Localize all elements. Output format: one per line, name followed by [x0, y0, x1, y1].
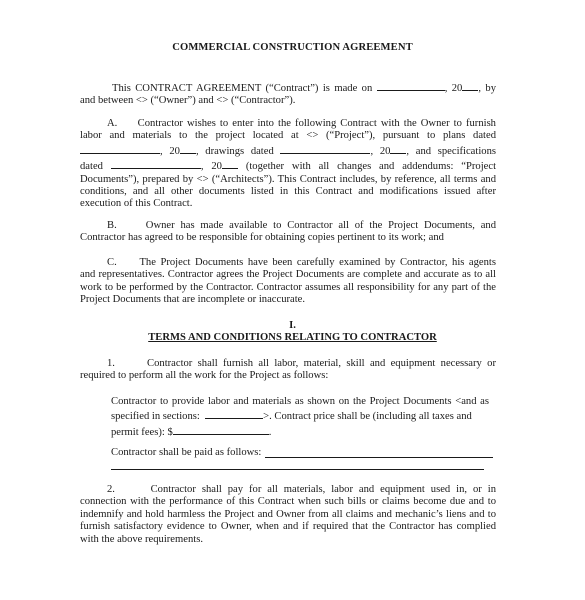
plans-date-blank[interactable] — [80, 143, 160, 154]
drawings-year-blank[interactable] — [390, 143, 406, 154]
section-heading: TERMS AND CONDITIONS RELATING TO CONTRACTOR — [148, 332, 437, 343]
provide-labor-block: Contractor to provide labor and materials as shown on the Project Documents <and as specified in sections: >. Contract price shall be (including all taxes and permit fees): $ . — [111, 396, 489, 438]
item-2: 2. Contractor shall pay for all materials, labor and equipment used in, or in connection with the performance of this Contract when such bills or claims become due and to indemnify and hold harmless the Project and Owner from all claims and mechanic’s liens and to furnish satisfactory evidence to Owner, when and if required that the Contractor has complied with the above requirements. — [80, 484, 496, 545]
plans-year-blank[interactable] — [180, 143, 196, 154]
year-blank[interactable] — [462, 80, 478, 91]
specs-date-blank[interactable] — [111, 158, 201, 169]
sections-blank[interactable] — [205, 408, 263, 419]
item-1: 1. Contractor shall furnish all labor, material, skill and equipment necessary or required to perform all the work for the Project as follows: — [80, 358, 496, 382]
intro-line-1: This CONTRACT AGREEMENT (“Contract”) is made on , 20 , by — [80, 80, 496, 95]
section-number: I. — [289, 320, 296, 331]
payment-terms-blank-2[interactable] — [111, 469, 484, 470]
payment-terms-label: Contractor shall be paid as follows: — [111, 447, 262, 458]
paragraph-b: B. Owner has made available to Contractor all of the Project Documents, and Contractor has agreed to be responsible for obtaining copies pertinent to its work; and — [80, 220, 496, 244]
drawings-date-blank[interactable] — [280, 143, 370, 154]
contract-price-blank[interactable] — [173, 424, 269, 435]
intro-line-2: and between <> (“Owner”) and <> (“Contractor”). — [80, 95, 296, 107]
paragraph-c: C. The Project Documents have been carefully examined by Contractor, his agents and representatives. Contractor agrees the Project Documents are complete and accurate as to all work to be performed by the Contractor. Contractor assumes all responsibility for any part of the Project Documents that are incomplete or inaccurate. — [80, 257, 496, 306]
payment-terms-blank-1[interactable] — [265, 457, 493, 458]
intro-paragraph — [80, 80, 496, 108]
document-title: COMMERCIAL CONSTRUCTION AGREEMENT — [172, 42, 413, 53]
paragraph-a: A. Contractor wishes to enter into the following Contract with the Owner to furnish labor and materials to the project located at <> (“Project”), pursuant to plans dated , 20 , drawings dated , 20 , and specifications dated , 20 (together with all changes and addendums: “Project Documents”), prepared by <> (“Architects”). This Contract includes, by reference, all terms and conditions, and all other documents listed in this Contract and modifications issued after execution of this Contract. — [80, 118, 497, 210]
specs-year-blank[interactable] — [222, 158, 238, 169]
date-blank[interactable] — [377, 80, 445, 91]
